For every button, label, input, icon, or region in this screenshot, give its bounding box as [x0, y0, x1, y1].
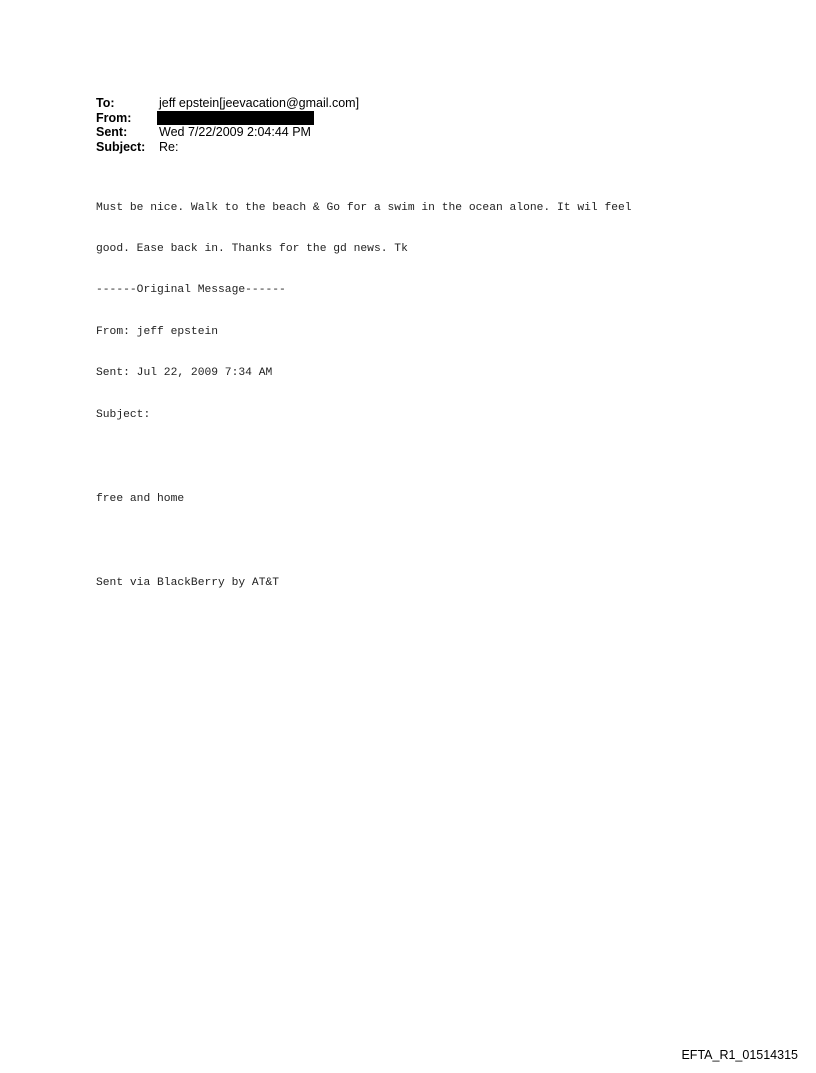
redaction-block [157, 111, 314, 125]
reply-line-2: good. Ease back in. Thanks for the gd news. Tk [96, 242, 408, 255]
original-message-divider: ------Original Message------ [96, 284, 286, 297]
to-label: To: [96, 96, 115, 110]
subject-label: Subject: [96, 139, 146, 154]
subject-row [96, 140, 359, 155]
original-message-text: free and home [96, 492, 185, 505]
paragraph-gap [96, 450, 632, 465]
original-sent: Sent: Jul 22, 2009 7:34 AM [96, 367, 273, 380]
sent-row [96, 125, 359, 140]
email-body [96, 174, 632, 604]
paragraph-gap [96, 534, 632, 549]
to-row [96, 96, 359, 111]
sent-label: Sent: [96, 125, 128, 139]
original-from: From: jeff epstein [96, 325, 219, 338]
to-value: jeff epstein[jeevacation@gmail.com] [159, 96, 360, 110]
from-row [96, 111, 359, 126]
original-subject: Subject: [96, 408, 151, 421]
subject-value: Re: [159, 139, 179, 154]
document-id: EFTA_R1_01514315 [681, 1048, 798, 1062]
from-label: From: [96, 110, 132, 125]
email-header [96, 96, 359, 154]
reply-line-1: Must be nice. Walk to the beach & Go for a swim in the ocean alone. It wil feel [96, 201, 632, 214]
sent-value: Wed 7/22/2009 2:04:44 PM [159, 125, 311, 139]
signature-line: Sent via BlackBerry by AT&T [96, 576, 280, 589]
